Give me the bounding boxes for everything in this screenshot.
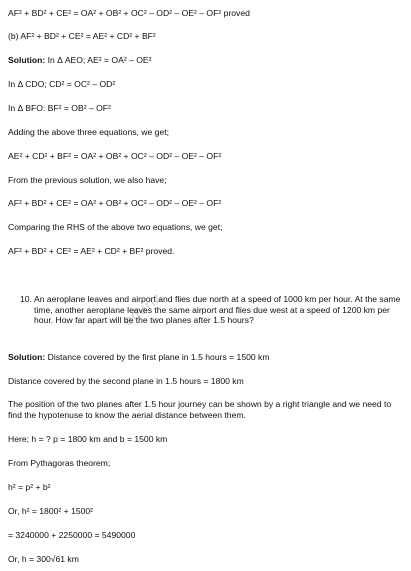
- solution-label: Solution:: [8, 55, 46, 65]
- answer-line-4: Here; h = ? p = 1800 km and b = 1500 km: [8, 434, 168, 444]
- equation-bfo: In Δ BFO: BF² = OB² – OF²: [8, 103, 111, 113]
- comparing-text: Comparing the RHS of the above two equations, we get;: [8, 222, 223, 232]
- adding-text: Adding the above three equations, we get;: [8, 127, 170, 137]
- previous-equation: AF² + BD² + CE² = OA² + OB² + OC² – OD² – OE² – OF²: [8, 198, 222, 208]
- previous-solution-text: From the previous solution, we also have;: [8, 175, 167, 185]
- watermark: eduriz: [120, 288, 165, 329]
- answer-text-1: Distance covered by the first plane in 1.5 hours = 1500 km: [45, 352, 270, 362]
- solution-line-1: [8, 55, 152, 66]
- answer-line-1: [8, 352, 270, 363]
- answer-line-8: = 3240000 + 2250000 = 5490000: [8, 530, 136, 540]
- answer-line-6: h² = p² + b²: [8, 482, 51, 492]
- sum-equation: AE² + CD² + BF² = OA² + OB² + OC² – OD² – OE² – OF²: [8, 151, 222, 161]
- answer-line-5: From Pythagoras theorem;: [8, 458, 111, 468]
- proved-equation: AF² + BD² + CE² = AE² + CD² + BF² proved.: [8, 246, 175, 256]
- answer-solution-label: Solution:: [8, 352, 46, 362]
- answer-line-3: The position of the two planes after 1.5 hour journey can be shown by a right triangle and we need to find the hypotenuse to know the aerial distance between them.: [8, 399, 392, 420]
- solution-text: In Δ AEO; AE² = OA² – OE²: [45, 55, 152, 65]
- question-text: An aeroplane leaves and airport and flies due north at a speed of 1000 km per hour. At the same time, another aeroplane leaves the same airport and flies due west at a speed of 1200 km per hour. How far apart will be the two planes after 1.5 hours?: [34, 294, 401, 326]
- answer-line-9: Or, h = 300√61 km: [8, 554, 79, 564]
- proof-line-1: AF² + BD² + CE² = OA² + OB² + OC² – OD² – OE² – OF² proved: [8, 8, 250, 18]
- answer-line-7: Or, h² = 1800² + 1500²: [8, 506, 94, 516]
- equation-cdo: In Δ CDO; CD² = OC² – OD²: [8, 79, 116, 89]
- question-number: 10.: [20, 294, 32, 304]
- part-b-statement: (b) AF² + BD² + CE² = AE² + CD² + BF²: [8, 31, 156, 41]
- question-10: [20, 294, 406, 326]
- answer-line-2: Distance covered by the second plane in 1.5 hours = 1800 km: [8, 376, 244, 386]
